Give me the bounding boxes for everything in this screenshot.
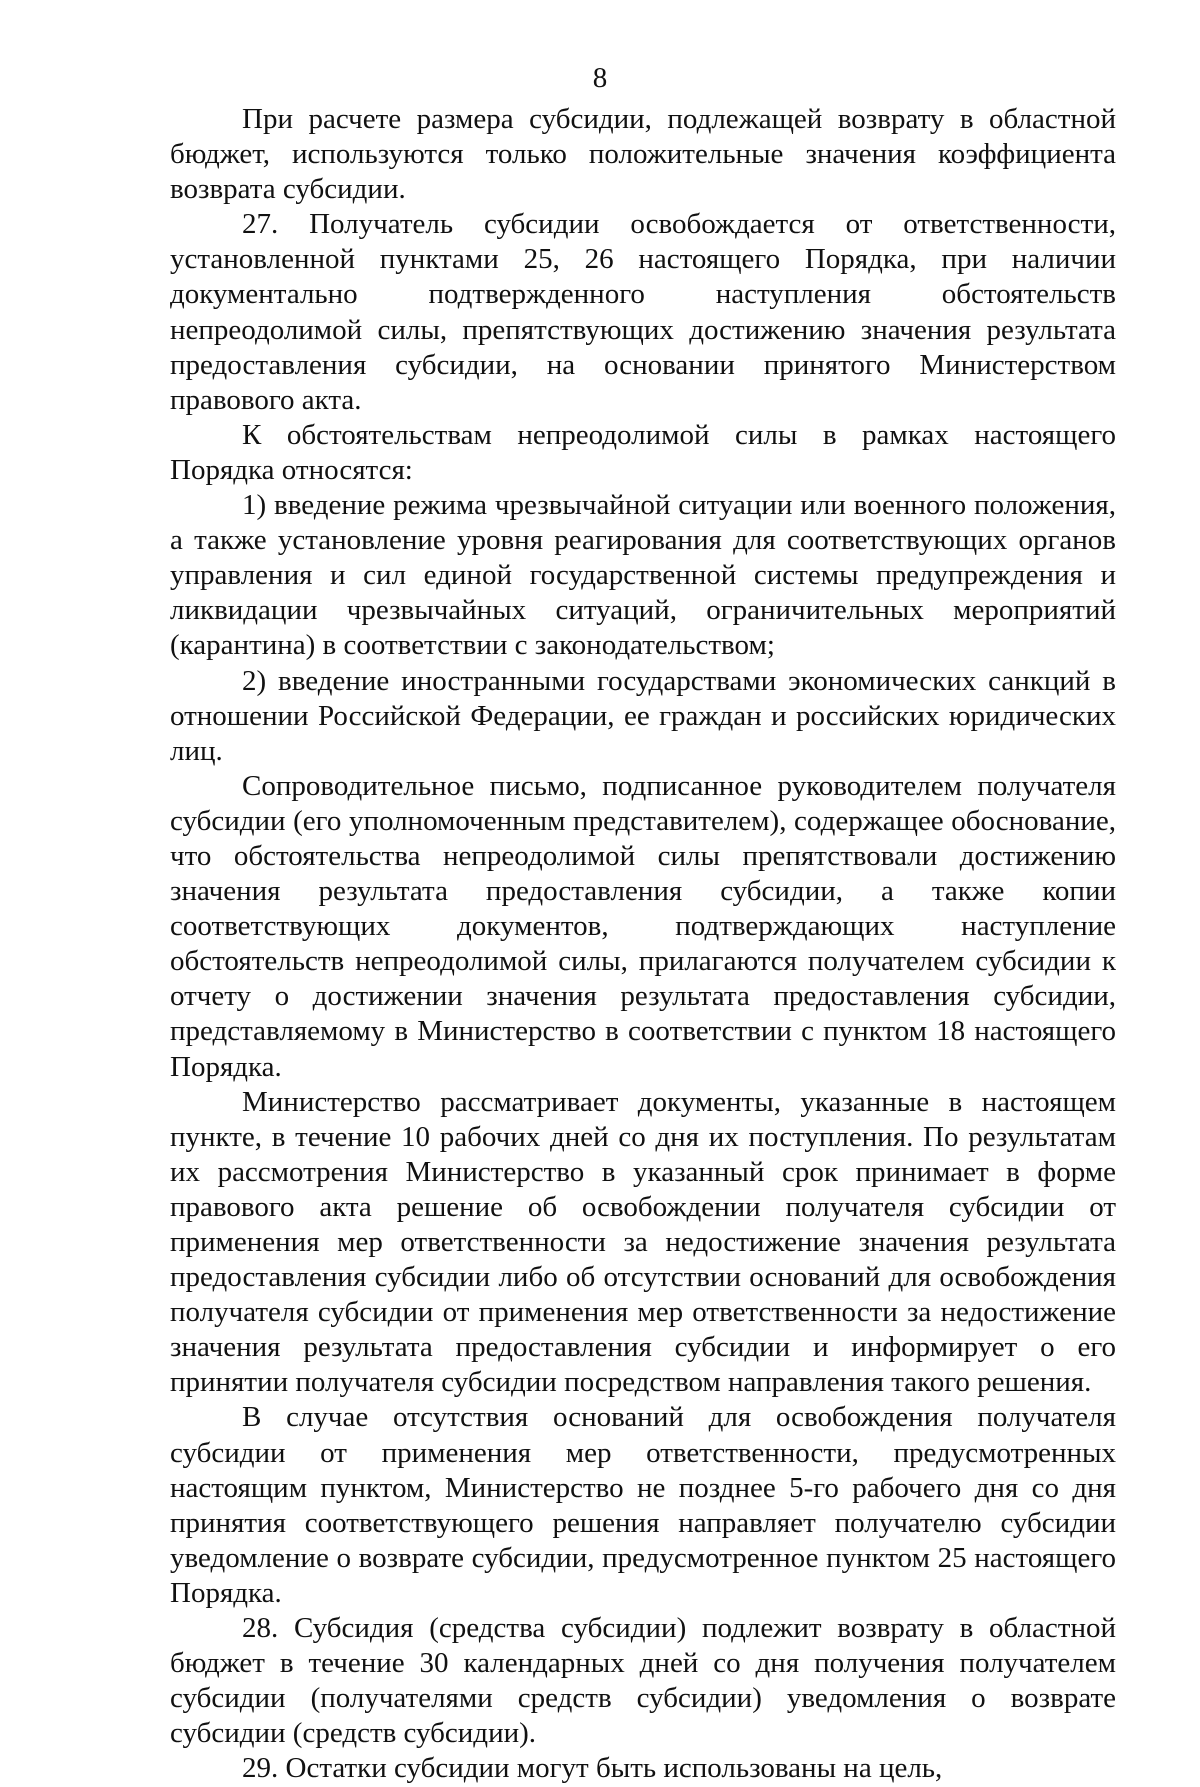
paragraph-return-coefficient: При расчете размера субсидии, подлежащей возврату в областной бюджет, используются только положительные значения коэффициента возврата субсидии.	[170, 103, 1116, 206]
list-item-2: 2) введение иностранными государствами экономических санкций в отношении Российской Федерации, ее граждан и российских юридических лиц.	[170, 664, 1116, 767]
paragraph-cover-letter: Сопроводительное письмо, подписанное руководителем получателя субсидии (его уполномоченным представителем), содержащее обоснование, что обстоятельства непреодолимой силы препятствовали достижению значения результата предоставления субсидии, а также копии соответствующих документов, подтверждающих наступление обстоятельств непреодолимой силы, прилагаются получателем субсидии к отчету о достижении значения результата предоставления субсидии, представляемому в Министерство в соответствии с пунктом 18 настоящего Порядка.	[170, 769, 1116, 1083]
paragraph-no-grounds: В случае отсутствия оснований для освобождения получателя субсидии от применения мер ответственности, предусмотренных настоящим пунктом, Министерство не позднее 5-го рабочего дня со дня принятия соответствующего решения направляет получателю субсидии уведомление о возврате субсидии, предусмотренное пунктом 25 настоящего Порядка.	[170, 1401, 1116, 1609]
paragraph-item-28: 28. Субсидия (средства субсидии) подлежит возврату в областной бюджет в течение 30 календарных дней со дня получения получателем субсидии (получателями средств субсидии) уведомления о возврате субсидии (средств субсидии).	[170, 1612, 1116, 1750]
paragraph-item-27: 27. Получатель субсидии освобождается от ответственности, установленной пунктами 25, 26 настоящего Порядка, при наличии документально подтвержденного наступления обстоятельств непреодолимой силы, препятствующих достижению значения результата предоставления субсидии, на основании принятого Министерством правового акта.	[170, 208, 1116, 416]
paragraph-ministry-review: Министерство рассматривает документы, указанные в настоящем пункте, в течение 10 рабочих дней со дня их поступления. По результатам их рассмотрения Министерство в указанный срок принимает в форме правового акта решение об освобождении получателя субсидии от применения мер ответственности за недостижение значения результата предоставления субсидии либо об отсутствии оснований для освобождения получателя субсидии от применения мер ответственности за недостижение значения результата предоставления субсидии и информирует о его принятии получателя субсидии посредством направления такого решения.	[170, 1085, 1116, 1399]
paragraph-item-29: 29. Остатки субсидии могут быть использованы на цель,	[242, 1752, 943, 1785]
list-item-1: 1) введение режима чрезвычайной ситуации или военного положения, а также установление уровня реагирования для соответствующих органов управления и сил единой государственной системы предупреждения и ликвидации чрезвычайных ситуаций, ограничительных мероприятий (карантина) в соответствии с законодательством;	[170, 489, 1116, 662]
document-body	[170, 102, 1116, 1787]
page-number: 8	[592, 62, 608, 94]
paragraph-force-majeure-intro: К обстоятельствам непреодолимой силы в рамках настоящего Порядка относятся:	[170, 418, 1116, 486]
